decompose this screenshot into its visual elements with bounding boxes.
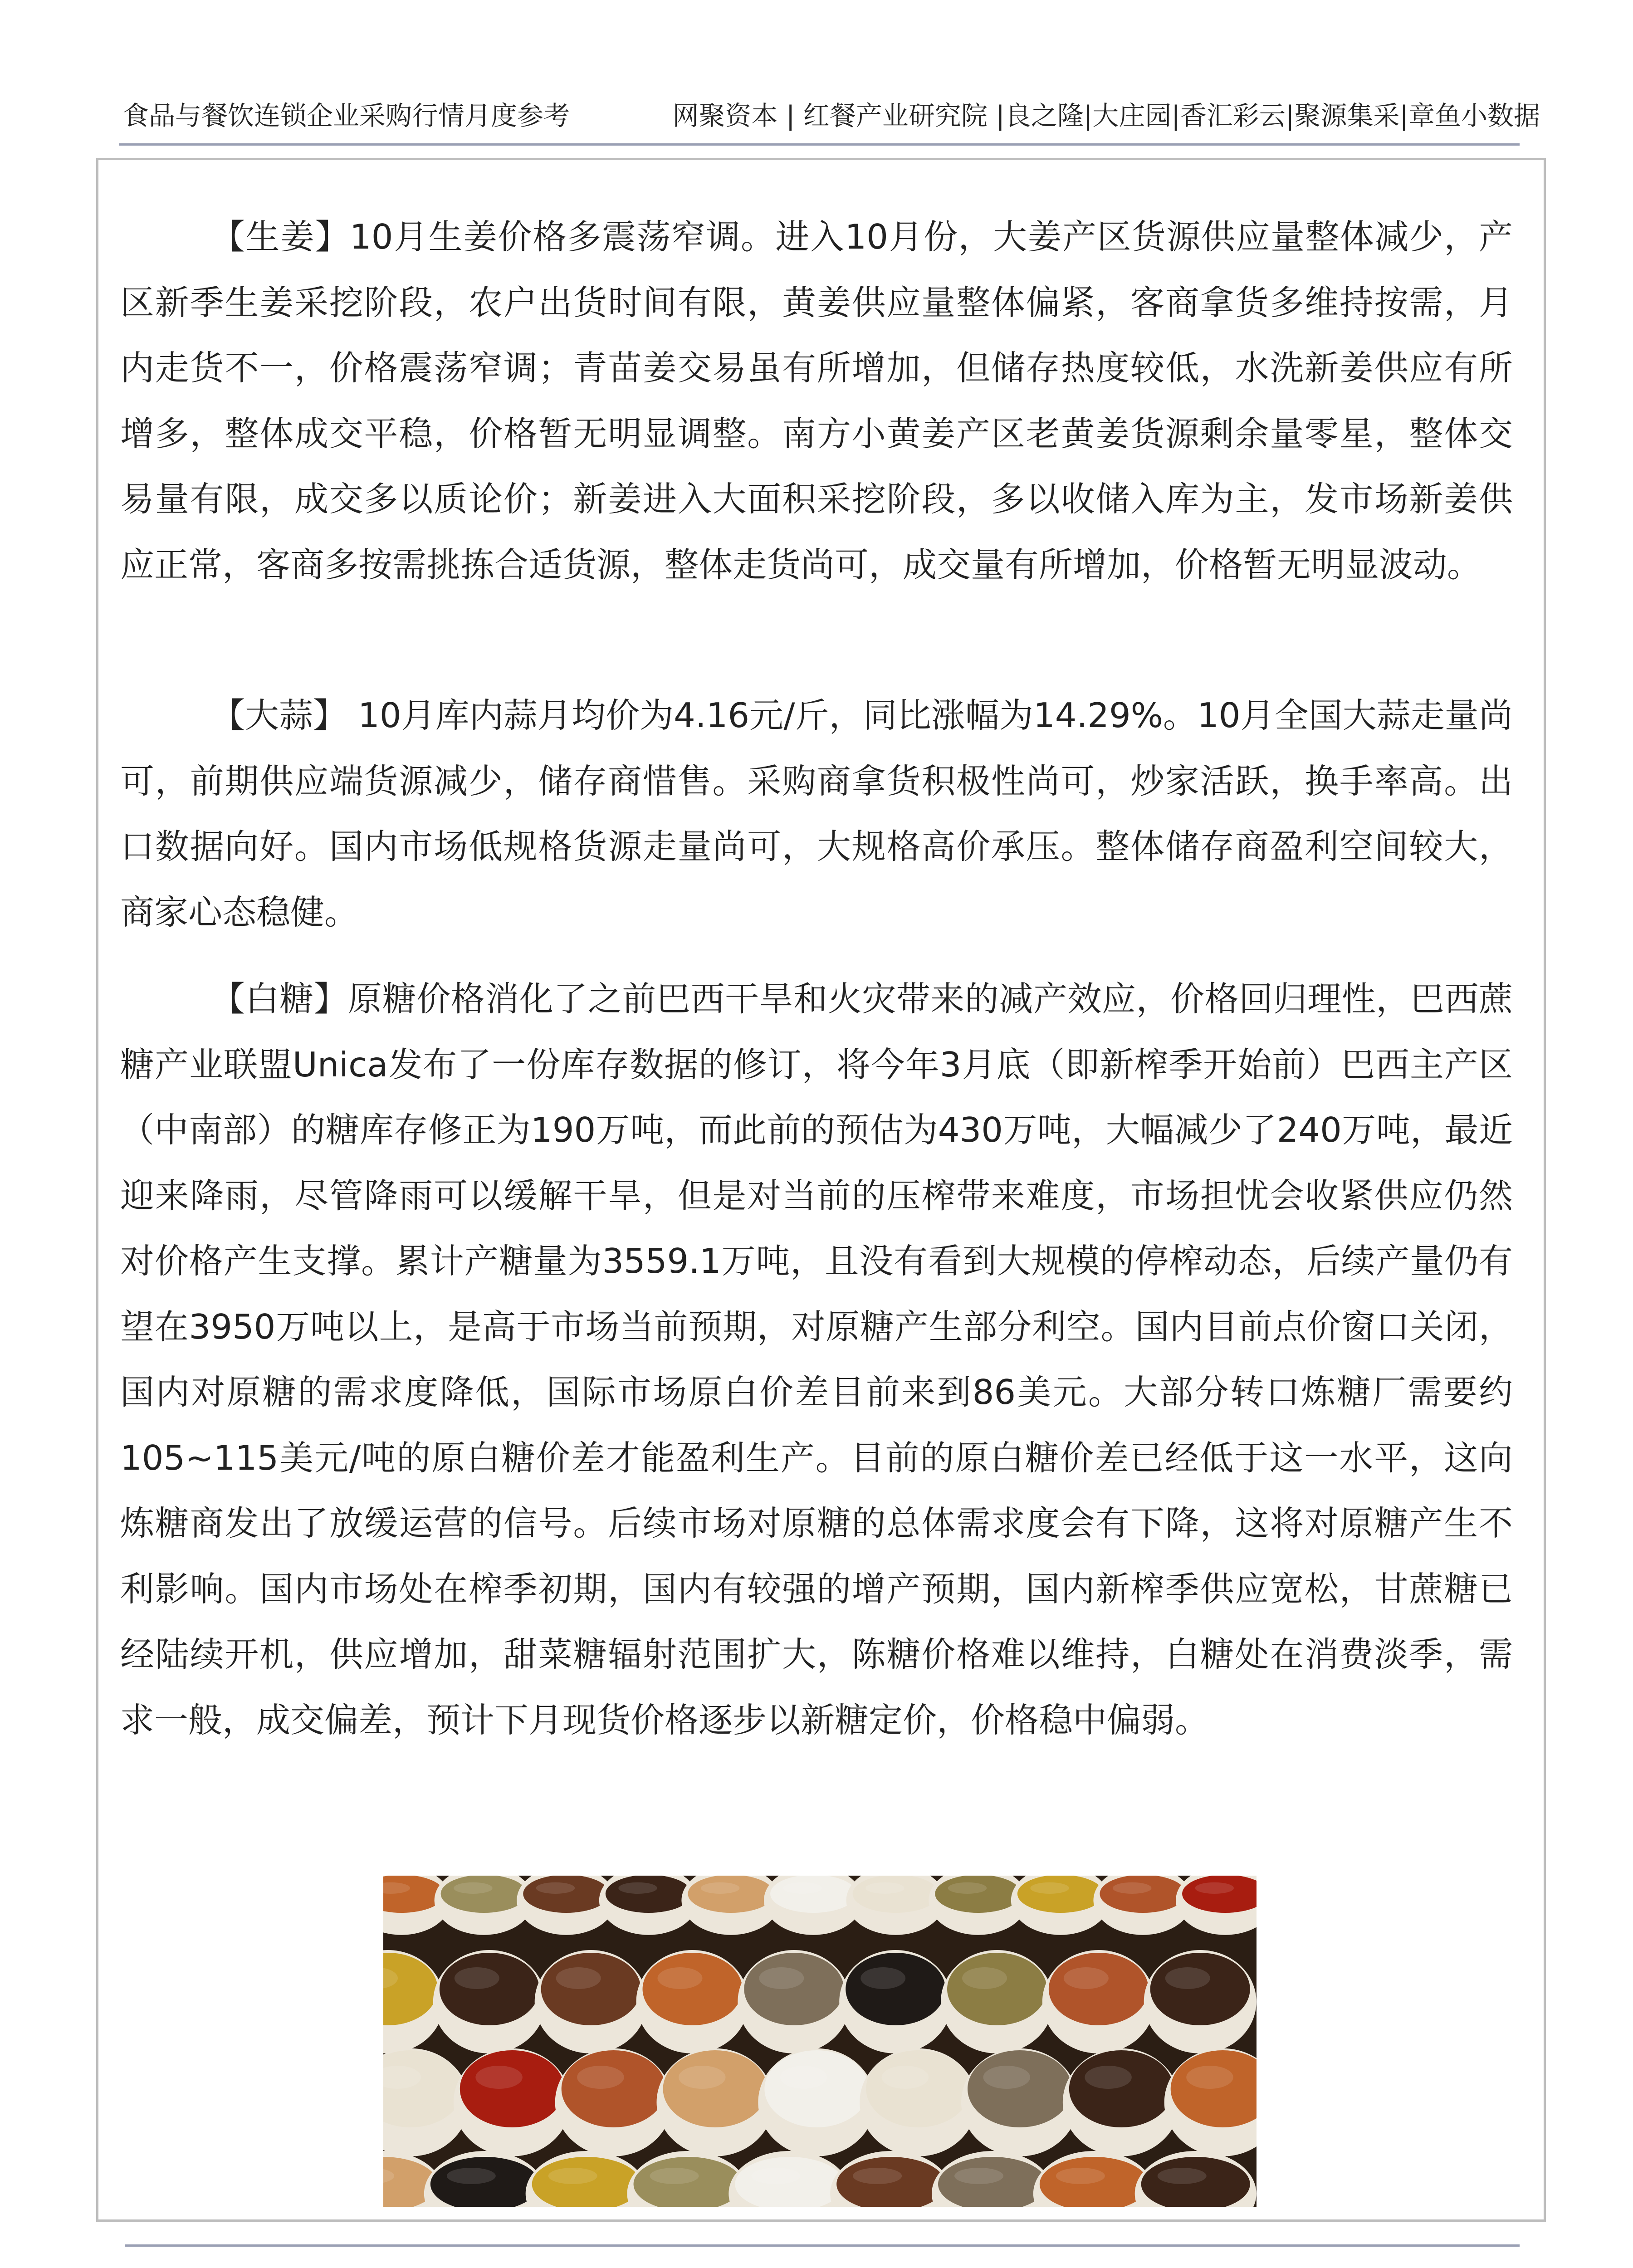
spice-sack	[454, 2048, 571, 2156]
spice-sack	[433, 1950, 546, 2053]
document-title: 食品与餐饮连锁企业采购行情月度参考	[122, 100, 570, 131]
spice-sack	[636, 1950, 749, 2053]
spice-sack	[535, 1950, 647, 2053]
spice-sack	[941, 1950, 1053, 2053]
spice-sack	[1144, 1950, 1257, 2053]
spice-sack	[860, 2048, 977, 2156]
spice-sack	[738, 1950, 850, 2053]
spice-sack	[1042, 1950, 1155, 2053]
spice-sack	[839, 1950, 952, 2053]
spice-sack	[961, 2048, 1078, 2156]
spice-market-photo	[383, 1876, 1257, 2207]
source-list: 网聚资本 | 红餐产业研究院 |良之隆|大庄园|香汇彩云|聚源集采|章鱼小数据	[672, 100, 1540, 131]
paragraph-ginger: 【生姜】10月生姜价格多震荡窄调。进入10月份，大姜产区货源供应量整体减少，产区新季生姜采挖阶段，农户出货时间有限，黄姜供应量整体偏紧，客商拿货多维持按需，月内走货不一，价格震荡窄调；青苗姜交易虽有所增加，但储存热度较低，水洗新姜供应有所增多，整体成交平稳，价格暂无明显调整。南方小黄姜产区老黄姜货源剩余量零星，整体交易量有限，成交多以质论价；新姜进入大面积采挖阶段，多以收储入库为主，发市场新姜供应正常，客商多按需挑拣合适货源，整体走货尚可，成交量有所增加，价格暂无明显波动。	[120, 217, 1513, 585]
spice-sack	[758, 2048, 875, 2156]
footer-divider	[125, 2244, 1520, 2247]
spice-sack	[555, 2048, 672, 2156]
spice-sack	[657, 2048, 774, 2156]
header-divider	[119, 143, 1520, 146]
spice-sack	[1063, 2048, 1180, 2156]
paragraph-garlic: 【大蒜】 10月库内蒜月均价为4.16元/斤，同比涨幅为14.29%。10月全国大蒜走量尚可，前期供应端货源减少，储存商惜售。采购商拿货积极性尚可，炒家活跃，换手率高。出口数据向好。国内市场低规格货源走量尚可，大规格高价承压。整体储存商盈利空间较大，商家心态稳健。	[120, 695, 1513, 932]
paragraph-sugar: 【白糖】原糖价格消化了之前巴西干旱和火灾带来的减产效应，价格回归理性，巴西蔗糖产业联盟Unica发布了一份库存数据的修订，将今年3月底（即新榨季开始前）巴西主产区（中南部）的糖库存修正为190万吨，而此前的预估为430万吨，大幅减少了240万吨，最近迎来降雨，尽管降雨可以缓解干旱，但是对当前的压榨带来难度，市场担忧会收紧供应仍然对价格产生支撑。累计产糖量为3559.1万吨，且没有看到大规模的停榨动态，后续产量仍有望在3950万吨以上，是高于市场当前预期，对原糖产生部分利空。国内目前点价窗口关闭，国内对原糖的需求度降低，国际市场原白价差目前来到86美元。大部分转口炼糖厂需要约105~115美元/吨的原白糖价差才能盈利生产。目前的原白糖价差已经低于这一水平，这向炼糖商发出了放缓运营的信号。后续市场对原糖的总体需求度会有下降，这将对原糖产生不利影响。国内市场处在榨季初期，国内有较强的增产预期，国内新榨季供应宽松，甘蔗糖已经陆续开机，供应增加，甜菜糖辐射范围扩大，陈糖价格难以维持，白糖处在消费淡季，需求一般，成交偏差，预计下月现货价格逐步以新糖定价，价格稳中偏弱。	[120, 979, 1513, 1740]
